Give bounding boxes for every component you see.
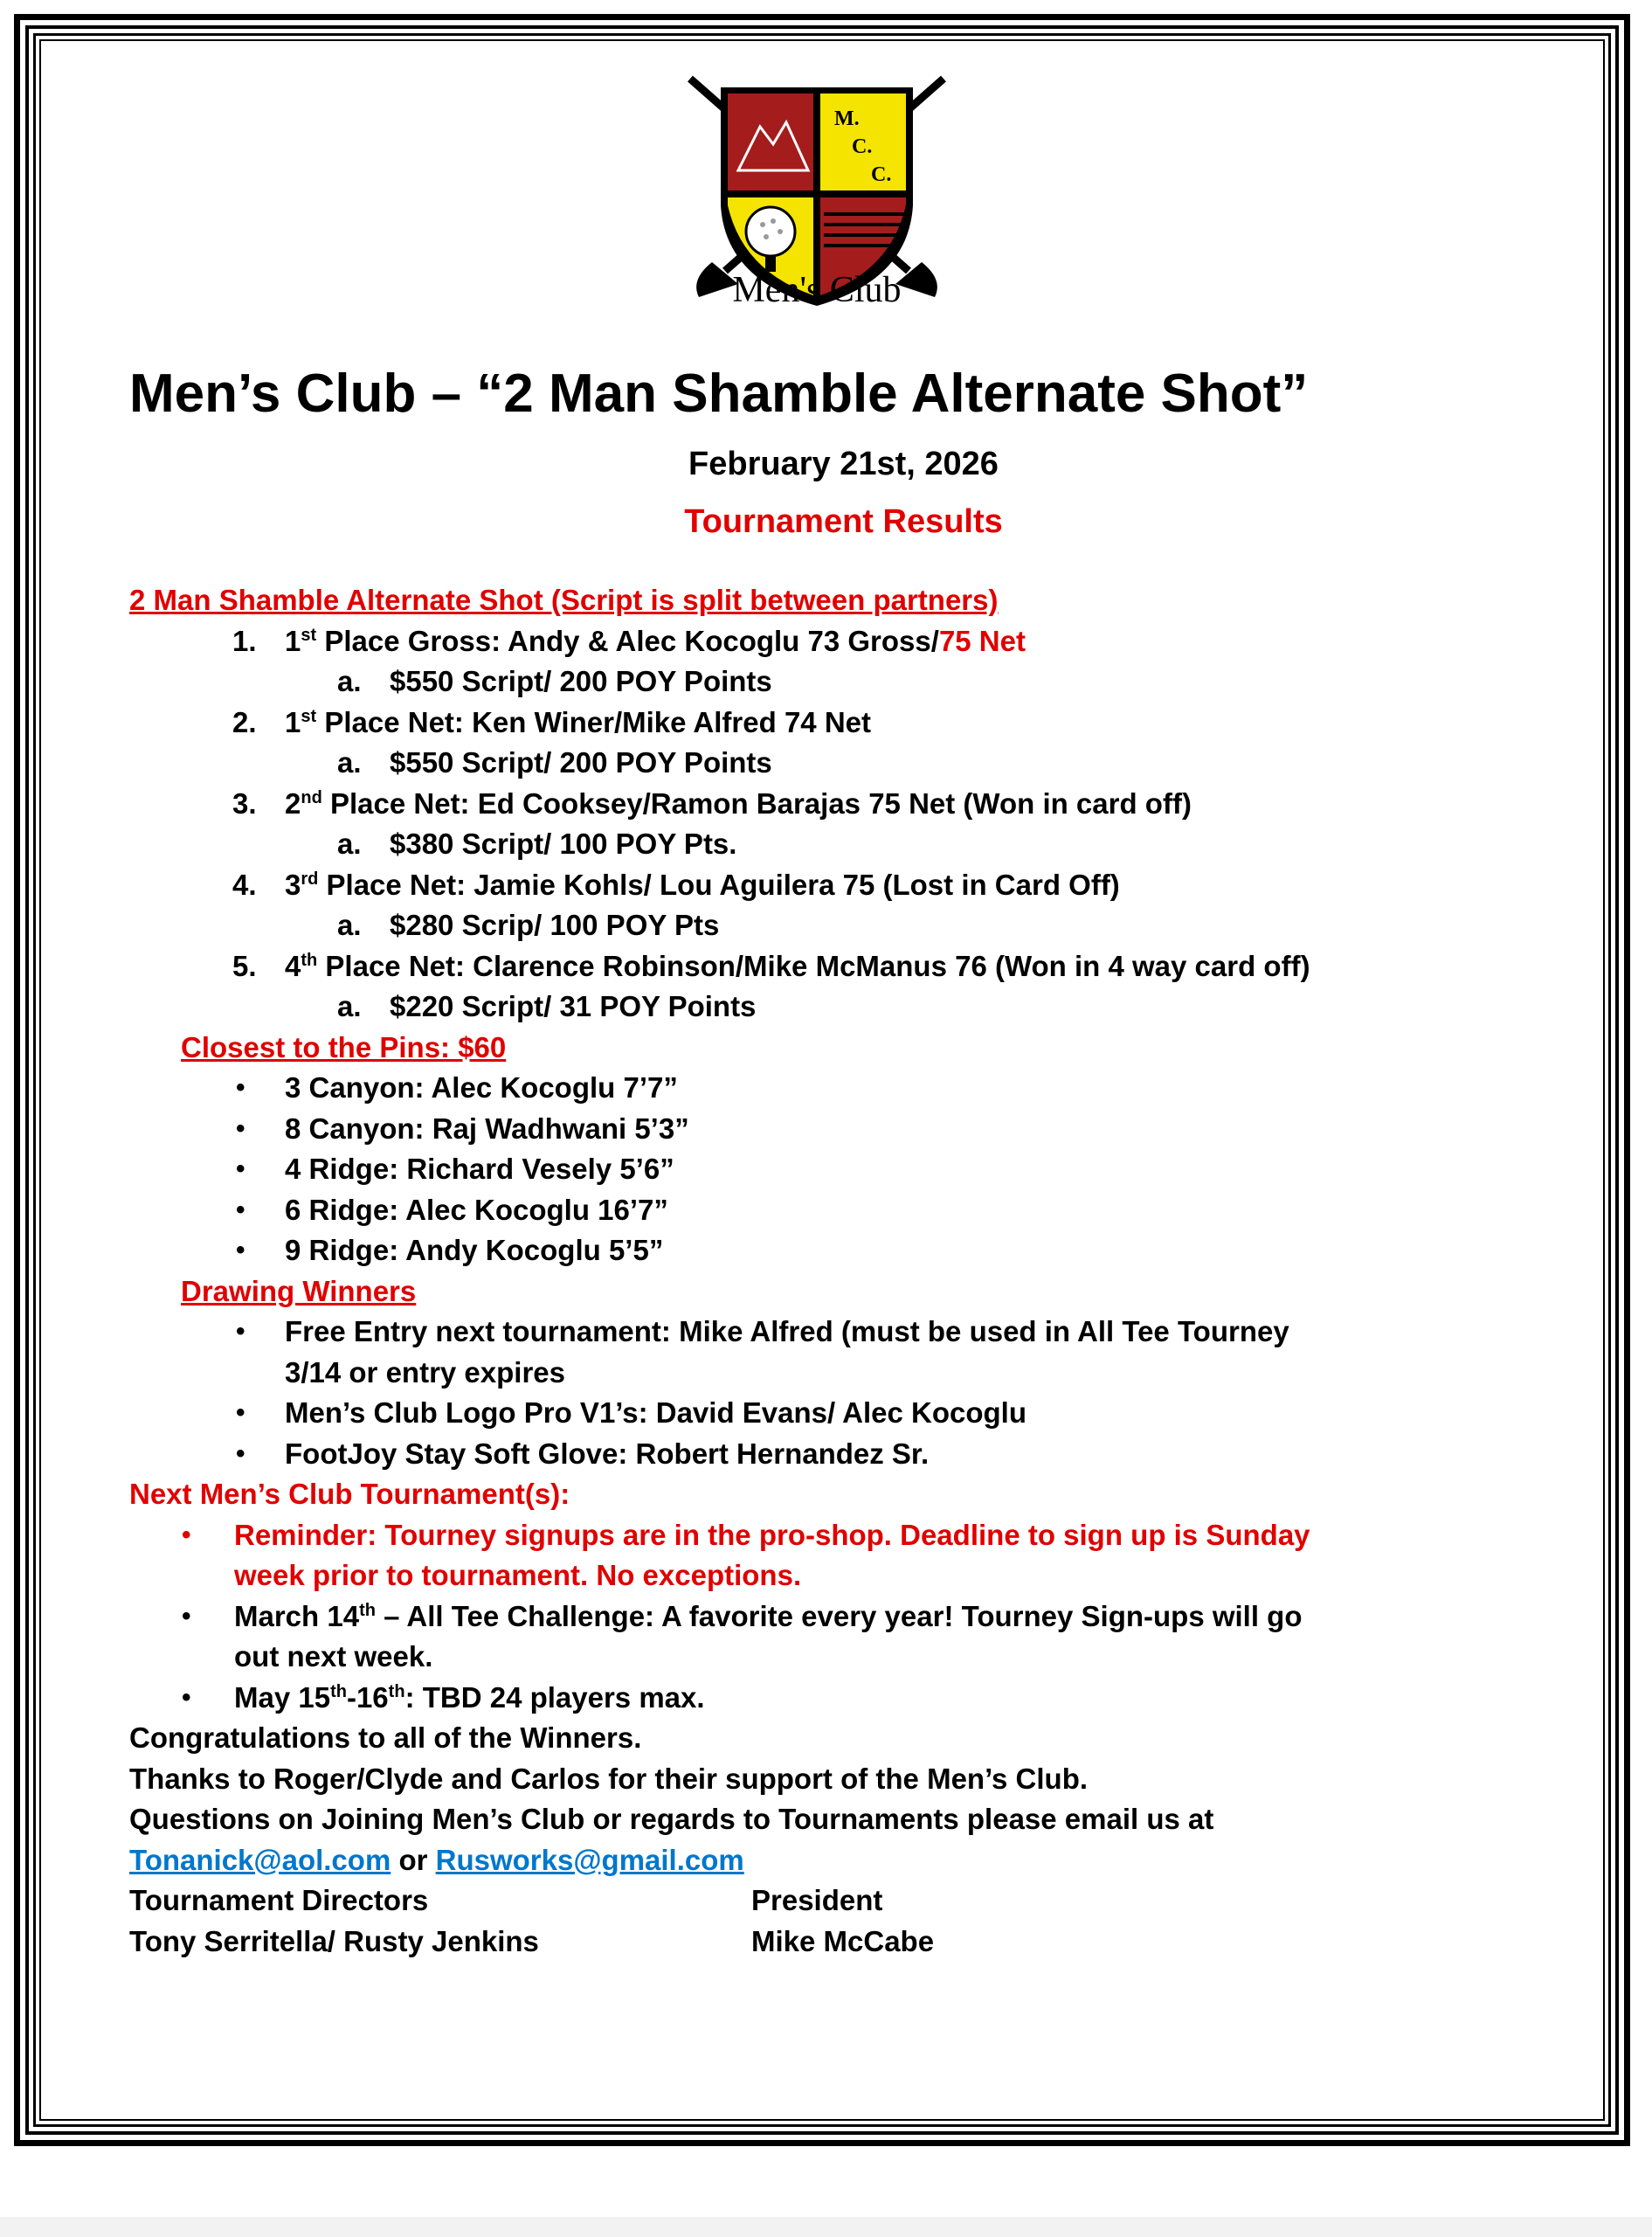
place-item bbox=[129, 784, 1545, 825]
may-date-start-suffix: th bbox=[330, 1681, 347, 1701]
list-item bbox=[129, 1393, 1545, 1434]
president-name: Mike McCabe bbox=[751, 1924, 935, 1957]
drawing-item-line2: 3/14 or entry expires bbox=[285, 1355, 566, 1389]
drawing-item: Men’s Club Logo Pro V1’s: David Evans/ Alec Kocoglu bbox=[285, 1396, 1026, 1429]
list-item bbox=[129, 1678, 1545, 1719]
prize-text: $220 Script/ 31 POY Points bbox=[390, 990, 757, 1022]
place-ordinal: 1 bbox=[285, 624, 301, 657]
place-number: 3. bbox=[232, 786, 257, 820]
march-date-suffix: th bbox=[359, 1600, 376, 1620]
prize-item bbox=[129, 824, 1545, 865]
may-date-end-suffix: th bbox=[388, 1681, 405, 1701]
place-text: Place Net: Ed Cooksey/Ramon Barajas 75 Net (Won in card off) bbox=[321, 786, 1192, 820]
list-item bbox=[129, 1068, 1545, 1109]
may-text: : TBD 24 players max. bbox=[404, 1680, 705, 1714]
place-ordinal-suffix: th bbox=[301, 950, 318, 970]
place-text: Place Net: Ken Winer/Mike Alfred 74 Net bbox=[316, 705, 871, 738]
list-item bbox=[129, 1190, 1545, 1231]
prize-text: $280 Scrip/ 100 POY Pts bbox=[390, 909, 720, 941]
directors-label: Tournament Directors bbox=[129, 1884, 429, 1916]
bullet-icon: • bbox=[182, 1601, 191, 1631]
page-title: Men’s Club – “2 Man Shamble Alternate Shot” bbox=[129, 364, 1309, 424]
closest-item: 4 Ridge: Richard Vesely 5’6” bbox=[285, 1153, 674, 1185]
drawing-heading: Drawing Winners bbox=[181, 1274, 417, 1307]
place-ordinal: 4 bbox=[285, 949, 301, 982]
bottom-strip bbox=[0, 2217, 1652, 2237]
list-item bbox=[129, 1596, 1545, 1638]
march-text-line2: out next week. bbox=[234, 1640, 433, 1673]
list-item bbox=[129, 1434, 1545, 1475]
prize-item bbox=[129, 905, 1545, 946]
results-content bbox=[129, 580, 1545, 1962]
place-item bbox=[129, 865, 1545, 906]
bullet-icon: • bbox=[236, 1236, 245, 1264]
march-text: – All Tee Challenge: A favorite every year! Tourney Sign-ups will go bbox=[375, 1599, 1303, 1632]
closest-heading-row bbox=[129, 1028, 1545, 1069]
prize-item bbox=[129, 661, 1545, 703]
list-item-continued bbox=[129, 1353, 1545, 1394]
closest-heading: Closest to the Pins: $60 bbox=[181, 1030, 507, 1063]
prize-letter: a. bbox=[337, 746, 362, 779]
bullet-icon: • bbox=[236, 1073, 245, 1102]
place-text: Place Gross: Andy & Alec Kocoglu 73 Gross/ bbox=[316, 624, 939, 657]
signature-row-names bbox=[129, 1922, 1545, 1963]
monogram-m: M. bbox=[834, 107, 860, 130]
prize-letter: a. bbox=[337, 909, 362, 941]
email-row bbox=[129, 1840, 1545, 1881]
prize-letter: a. bbox=[337, 665, 362, 697]
list-item-continued bbox=[129, 1637, 1545, 1678]
list-item bbox=[129, 1149, 1545, 1190]
president-label: President bbox=[751, 1884, 883, 1916]
closest-item: 3 Canyon: Alec Kocoglu 7’7” bbox=[285, 1071, 678, 1104]
next-heading: Next Men’s Club Tournament(s): bbox=[129, 1478, 570, 1510]
bullet-icon: • bbox=[236, 1113, 245, 1143]
march-date: March 14 bbox=[234, 1599, 360, 1632]
list-item bbox=[129, 1515, 1545, 1556]
prize-letter: a. bbox=[337, 828, 362, 860]
reminder-text-line2: week prior to tournament. No exceptions. bbox=[234, 1559, 802, 1591]
signature-row-labels bbox=[129, 1880, 1545, 1922]
place-item bbox=[129, 703, 1545, 744]
closest-item: 8 Canyon: Raj Wadhwani 5’3” bbox=[285, 1112, 689, 1145]
place-item bbox=[129, 621, 1545, 662]
place-ordinal: 1 bbox=[285, 705, 301, 738]
may-date-start: May 15 bbox=[234, 1680, 331, 1714]
place-ordinal: 2 bbox=[285, 786, 301, 820]
place-number: 1. bbox=[232, 624, 257, 657]
list-item bbox=[129, 1312, 1545, 1353]
list-item bbox=[129, 1109, 1545, 1150]
email-link-tonanick[interactable]: Tonanick@aol.com bbox=[129, 1843, 391, 1876]
logo-caption: Men's Club bbox=[732, 270, 902, 310]
list-item bbox=[129, 1230, 1545, 1271]
drawing-heading-row bbox=[129, 1271, 1545, 1312]
place-ordinal: 3 bbox=[285, 868, 301, 901]
email-link-rusworks[interactable]: Rusworks@gmail.com bbox=[435, 1843, 744, 1876]
bullet-icon: • bbox=[236, 1438, 245, 1468]
prize-text: $380 Script/ 100 POY Pts. bbox=[390, 828, 737, 860]
prize-text: $550 Script/ 200 POY Points bbox=[390, 746, 772, 779]
bullet-icon: • bbox=[236, 1317, 245, 1346]
email-or: or bbox=[391, 1843, 436, 1876]
place-number: 4. bbox=[232, 868, 257, 901]
prize-item bbox=[129, 743, 1545, 784]
reminder-text: Reminder: Tourney signups are in the pro-shop. Deadline to sign up is Sunday bbox=[234, 1518, 1310, 1551]
place-item bbox=[129, 946, 1545, 987]
bullet-icon: • bbox=[236, 1154, 245, 1183]
place-ordinal-suffix: nd bbox=[301, 787, 322, 807]
bullet-icon: • bbox=[236, 1195, 245, 1224]
place-number: 5. bbox=[232, 949, 257, 982]
list-item-continued bbox=[129, 1555, 1545, 1596]
place-net-highlight: 75 Net bbox=[938, 624, 1026, 657]
closest-item: 6 Ridge: Alec Kocoglu 16’7” bbox=[285, 1193, 668, 1226]
place-ordinal-suffix: rd bbox=[301, 869, 319, 889]
place-text: Place Net: Jamie Kohls/ Lou Aguilera 75 (Lost in Card Off) bbox=[318, 868, 1120, 901]
place-ordinal-suffix: st bbox=[301, 625, 317, 645]
prize-letter: a. bbox=[337, 990, 362, 1022]
questions-text: Questions on Joining Men’s Club or regards to Tournaments please email us at bbox=[129, 1803, 1214, 1835]
monogram-c1: C. bbox=[852, 135, 873, 158]
results-heading: Tournament Results bbox=[684, 503, 1003, 540]
closest-item: 9 Ridge: Andy Kocoglu 5’5” bbox=[285, 1234, 664, 1266]
monogram-c2: C. bbox=[871, 163, 892, 186]
directors-names: Tony Serritella/ Rusty Jenkins bbox=[129, 1924, 539, 1957]
prize-text: $550 Script/ 200 POY Points bbox=[390, 665, 772, 697]
tournament-date: February 21st, 2026 bbox=[688, 446, 999, 482]
prize-item bbox=[129, 987, 1545, 1028]
thanks-text: Thanks to Roger/Clyde and Carlos for their support of the Men’s Club. bbox=[129, 1762, 1089, 1795]
may-date-end: -16 bbox=[346, 1680, 389, 1714]
place-ordinal-suffix: st bbox=[301, 706, 317, 726]
bullet-icon: • bbox=[182, 1520, 191, 1549]
shamble-heading: 2 Man Shamble Alternate Shot (Script is split between partners) bbox=[129, 584, 999, 616]
congrats-text: Congratulations to all of the Winners. bbox=[129, 1721, 642, 1754]
drawing-item: FootJoy Stay Soft Glove: Robert Hernandez Sr. bbox=[285, 1437, 930, 1470]
bullet-icon: • bbox=[236, 1398, 245, 1427]
place-number: 2. bbox=[232, 705, 257, 738]
bullet-icon: • bbox=[182, 1682, 191, 1712]
place-text: Place Net: Clarence Robinson/Mike McManus 76 (Won in 4 way card off) bbox=[317, 949, 1310, 982]
drawing-item: Free Entry next tournament: Mike Alfred (must be used in All Tee Tourney bbox=[285, 1315, 1289, 1347]
